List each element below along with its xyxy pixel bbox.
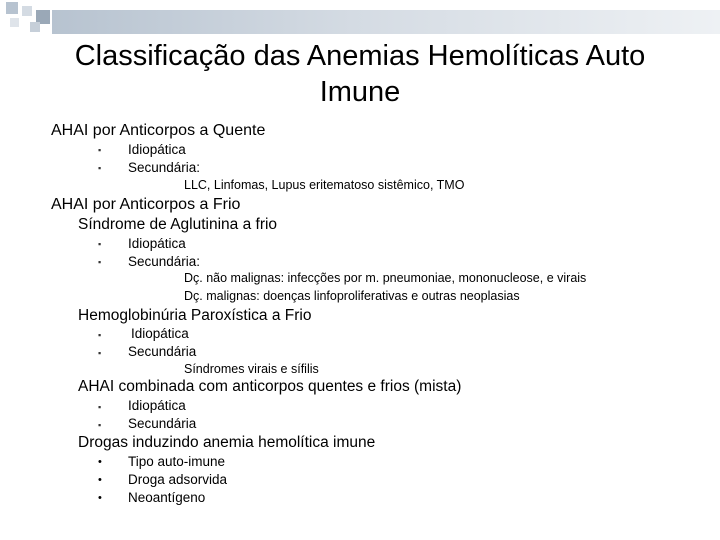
paroxysmal-item-2: Secundária (128, 344, 197, 359)
warm-heading: AHAI por Anticorpos a Quente (51, 122, 266, 139)
drugs-item-2: Droga adsorvida (128, 472, 228, 487)
title-line-2: Imune (319, 76, 401, 108)
deco-square-5 (30, 22, 40, 32)
bullet-icon: ▪ (98, 239, 102, 249)
drugs-item-3: Neoantígeno (128, 490, 206, 505)
bullet-icon: ▪ (98, 163, 102, 173)
paroxysmal-item-1: Idiopática (131, 326, 189, 341)
drugs-heading: Drogas induzindo anemia hemolítica imune (78, 434, 376, 451)
title-line-1: Classificação das Anemias Hemolíticas Auto (74, 40, 646, 72)
deco-square-1 (6, 2, 18, 14)
title-bar (52, 10, 720, 34)
warm-item-1: Idiopática (128, 142, 186, 157)
bullet-icon: ▪ (98, 402, 102, 412)
drugs-item-1: Tipo auto-imune (128, 454, 226, 469)
bullet-icon: • (98, 474, 102, 486)
warm-item-2: Secundária: (128, 160, 201, 175)
bullet-icon: • (98, 492, 102, 504)
agglutinin-sub-1: Dç. não malignas: infecções por m. pneumoniae, mononucleose, e virais (184, 271, 587, 285)
warm-sub: LLC, Linfomas, Lupus eritematoso sistêmico, TMO (184, 178, 465, 192)
title-decoration (0, 0, 720, 40)
bullet-icon: ▪ (98, 330, 102, 340)
paroxysmal-sub: Síndromes virais e sífilis (184, 362, 319, 376)
deco-square-2 (22, 6, 32, 16)
agglutinin-item-2: Secundária: (128, 254, 201, 269)
bullet-icon: ▪ (98, 257, 102, 267)
bullet-icon: ▪ (98, 348, 102, 358)
agglutinin-item-1: Idiopática (128, 236, 186, 251)
bullet-icon: • (98, 456, 102, 468)
agglutinin-sub-2: Dç. malignas: doenças linfoproliferativas e outras neoplasias (184, 289, 520, 303)
mixed-heading: AHAI combinada com anticorpos quentes e frios (mista) (78, 378, 462, 395)
mixed-item-2: Secundária (128, 416, 197, 431)
agglutinin-heading: Síndrome de Aglutinina a frio (78, 216, 278, 233)
paroxysmal-heading: Hemoglobinúria Paroxística a Frio (78, 307, 312, 324)
deco-square-4 (10, 18, 19, 27)
bullet-icon: ▪ (98, 420, 102, 430)
slide-title (0, 38, 720, 110)
mixed-item-1: Idiopática (128, 398, 186, 413)
cold-heading: AHAI por Anticorpos a Frio (51, 196, 241, 213)
bullet-icon: ▪ (98, 145, 102, 155)
